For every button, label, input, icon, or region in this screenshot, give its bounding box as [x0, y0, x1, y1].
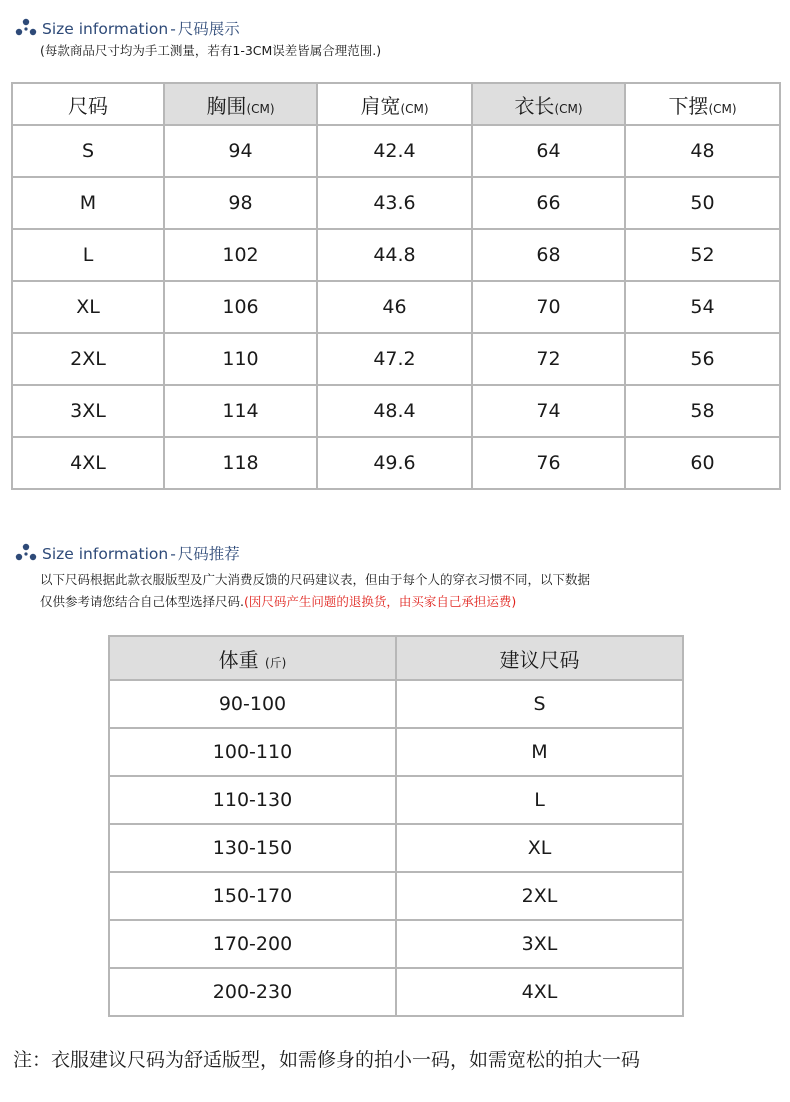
cell-hem: 58: [625, 385, 780, 437]
header-label: 尺码: [68, 93, 108, 118]
cell-hem: 54: [625, 281, 780, 333]
rec-table-header-row: [109, 636, 683, 680]
size-table: [11, 82, 781, 490]
trefoil-logo-icon: [14, 542, 38, 564]
table-row: [109, 968, 683, 1016]
table-row: [109, 776, 683, 824]
fit-advice-footer: 注：衣服建议尺码为舒适版型，如需修身的拍小一码，如需宽松的拍大一码: [13, 1049, 641, 1071]
cell-chest: 102: [164, 229, 317, 281]
header-unit: (CM): [246, 101, 275, 116]
table-row: [109, 872, 683, 920]
cell-length: 68: [472, 229, 625, 281]
cell-chest: 110: [164, 333, 317, 385]
section-title-cn: 尺码展示: [177, 20, 240, 38]
cell-size: L: [12, 229, 164, 281]
cell-hem: 56: [625, 333, 780, 385]
cell-hem: 50: [625, 177, 780, 229]
section-header-size-recommendation: [14, 541, 240, 565]
header-unit: (CM): [554, 101, 583, 116]
table-row: [109, 680, 683, 728]
cell-length: 70: [472, 281, 625, 333]
cell-length: 72: [472, 333, 625, 385]
recommendation-note-line2: [40, 591, 590, 613]
cell-weight: 110-130: [109, 776, 396, 824]
cell-size: 4XL: [396, 968, 683, 1016]
size-table-header-row: [12, 83, 780, 125]
header-hem: [625, 83, 780, 125]
header-label: 胸围: [206, 93, 247, 118]
header-weight: [109, 636, 396, 680]
cell-size: XL: [12, 281, 164, 333]
measurement-note: (每款商品尺寸均为手工测量，若有1-3CM误差皆属合理范围.): [40, 43, 382, 58]
cell-weight: 130-150: [109, 824, 396, 872]
cell-chest: 94: [164, 125, 317, 177]
header-shoulder: [317, 83, 472, 125]
cell-hem: 60: [625, 437, 780, 489]
cell-size: S: [396, 680, 683, 728]
cell-hem: 52: [625, 229, 780, 281]
cell-size: S: [12, 125, 164, 177]
cell-shoulder: 43.6: [317, 177, 472, 229]
section-title: Size information - 尺码展示: [42, 20, 240, 38]
header-label: 肩宽: [360, 93, 401, 118]
cell-weight: 150-170: [109, 872, 396, 920]
cell-size: M: [396, 728, 683, 776]
cell-chest: 106: [164, 281, 317, 333]
cell-chest: 114: [164, 385, 317, 437]
header-unit: (CM): [708, 101, 737, 116]
cell-size: 2XL: [12, 333, 164, 385]
header-size: [12, 83, 164, 125]
header-unit: (斤): [264, 655, 287, 670]
cell-size: XL: [396, 824, 683, 872]
section-title-en: Size information: [42, 545, 169, 563]
table-row: [109, 824, 683, 872]
section-title-en: Size information: [42, 20, 169, 38]
cell-length: 74: [472, 385, 625, 437]
cell-length: 64: [472, 125, 625, 177]
section-title: Size information - 尺码推荐: [42, 545, 240, 563]
return-shipping-warning: (因尺码产生问题的退换货，由买家自己承担运费): [243, 594, 517, 609]
note-text: 仅供参考请您结合自己体型选择尺码.: [40, 594, 244, 609]
table-row: [12, 281, 780, 333]
cell-shoulder: 42.4: [317, 125, 472, 177]
cell-size: M: [12, 177, 164, 229]
header-label: 体重: [218, 647, 259, 672]
header-unit: (CM): [400, 101, 429, 116]
header-length: [472, 83, 625, 125]
cell-chest: 98: [164, 177, 317, 229]
header-label: 下摆: [668, 93, 709, 118]
cell-weight: 100-110: [109, 728, 396, 776]
table-row: [109, 920, 683, 968]
recommendation-table: [108, 635, 684, 1017]
recommendation-note: [40, 569, 590, 613]
table-row: [12, 385, 780, 437]
recommendation-note-line1: 以下尺码根据此款衣服版型及广大消费反馈的尺码建议表，但由于每个人的穿衣习惯不同，以下数据: [40, 572, 591, 587]
cell-shoulder: 44.8: [317, 229, 472, 281]
table-row: [12, 229, 780, 281]
section-header-size-display: [14, 16, 240, 40]
cell-weight: 90-100: [109, 680, 396, 728]
cell-weight: 170-200: [109, 920, 396, 968]
cell-length: 66: [472, 177, 625, 229]
cell-size: 2XL: [396, 872, 683, 920]
cell-size: 3XL: [396, 920, 683, 968]
cell-length: 76: [472, 437, 625, 489]
cell-weight: 200-230: [109, 968, 396, 1016]
cell-chest: 118: [164, 437, 317, 489]
cell-shoulder: 47.2: [317, 333, 472, 385]
trefoil-logo-icon: [14, 17, 38, 39]
cell-size: 4XL: [12, 437, 164, 489]
cell-size: L: [396, 776, 683, 824]
table-row: [12, 333, 780, 385]
cell-shoulder: 49.6: [317, 437, 472, 489]
cell-shoulder: 46: [317, 281, 472, 333]
cell-shoulder: 48.4: [317, 385, 472, 437]
header-chest: [164, 83, 317, 125]
section-title-cn: 尺码推荐: [177, 545, 240, 563]
header-label: 建议尺码: [499, 647, 580, 672]
cell-hem: 48: [625, 125, 780, 177]
table-row: [12, 177, 780, 229]
header-recommended-size: [396, 636, 683, 680]
table-row: [109, 728, 683, 776]
table-row: [12, 437, 780, 489]
table-row: [12, 125, 780, 177]
cell-size: 3XL: [12, 385, 164, 437]
header-label: 衣长: [514, 93, 555, 118]
